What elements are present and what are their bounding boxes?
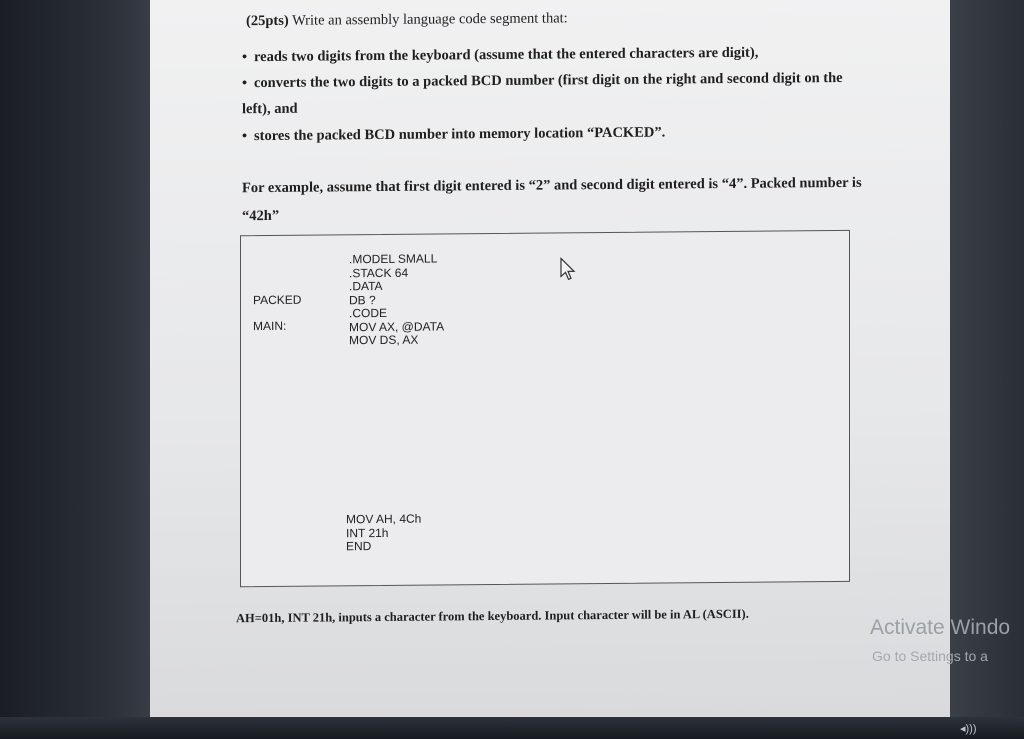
bullet-text: converts the two digits to a packed BCD number (first digit on the right and second digit on the left), and — [242, 69, 843, 118]
code-line: .STACK 64 — [349, 265, 409, 280]
activate-windows-link[interactable]: Go to Settings to a — [872, 648, 988, 664]
bullet-item — [242, 118, 862, 149]
code-directives — [349, 252, 444, 347]
bullet-item — [242, 65, 862, 122]
bullet-icon: • — [242, 49, 248, 66]
code-line: .MODEL SMALL — [349, 251, 438, 267]
code-ending — [346, 513, 421, 554]
code-line: END — [346, 539, 372, 554]
bullet-text: stores the packed BCD number into memory location “PACKED”. — [254, 124, 666, 145]
document-page — [150, 0, 950, 725]
mouse-cursor-icon — [559, 257, 577, 281]
question-points: (25pts) — [246, 12, 289, 30]
label-packed: PACKED — [253, 292, 302, 308]
speaker-icon[interactable]: ◂))) — [960, 723, 977, 735]
code-line: .DATA — [349, 278, 383, 294]
code-line: INT 21h — [346, 525, 389, 540]
bullet-text: reads two digits from the keyboard (assume that the entered characters are digit), — [254, 44, 759, 66]
code-line: MOV AH, 4Ch — [346, 511, 422, 527]
monitor-bezel-left — [0, 0, 160, 739]
bullet-icon: • — [242, 128, 248, 145]
code-labels — [253, 294, 301, 346]
taskbar — [0, 717, 1024, 739]
label-main: MAIN: — [253, 318, 287, 334]
bullet-icon: • — [242, 75, 248, 92]
question-heading — [246, 10, 568, 30]
example-paragraph: For example, assume that first digit entered is “2” and second digit entered is “4”. Packed number is “42h” — [242, 174, 862, 225]
code-line: .CODE — [349, 305, 388, 321]
question-heading-text: Write an assembly language code segment that: — [292, 10, 568, 29]
code-line: DB ? — [349, 292, 376, 307]
footnote: AH=01h, INT 21h, inputs a character from the keyboard. Input character will be in AL (ASCII). — [236, 606, 749, 626]
activate-windows-title: Activate Windo — [870, 616, 1011, 639]
code-line: MOV DS, AX — [349, 332, 419, 348]
code-line: MOV AX, @DATA — [349, 318, 445, 334]
code-box — [240, 230, 850, 587]
